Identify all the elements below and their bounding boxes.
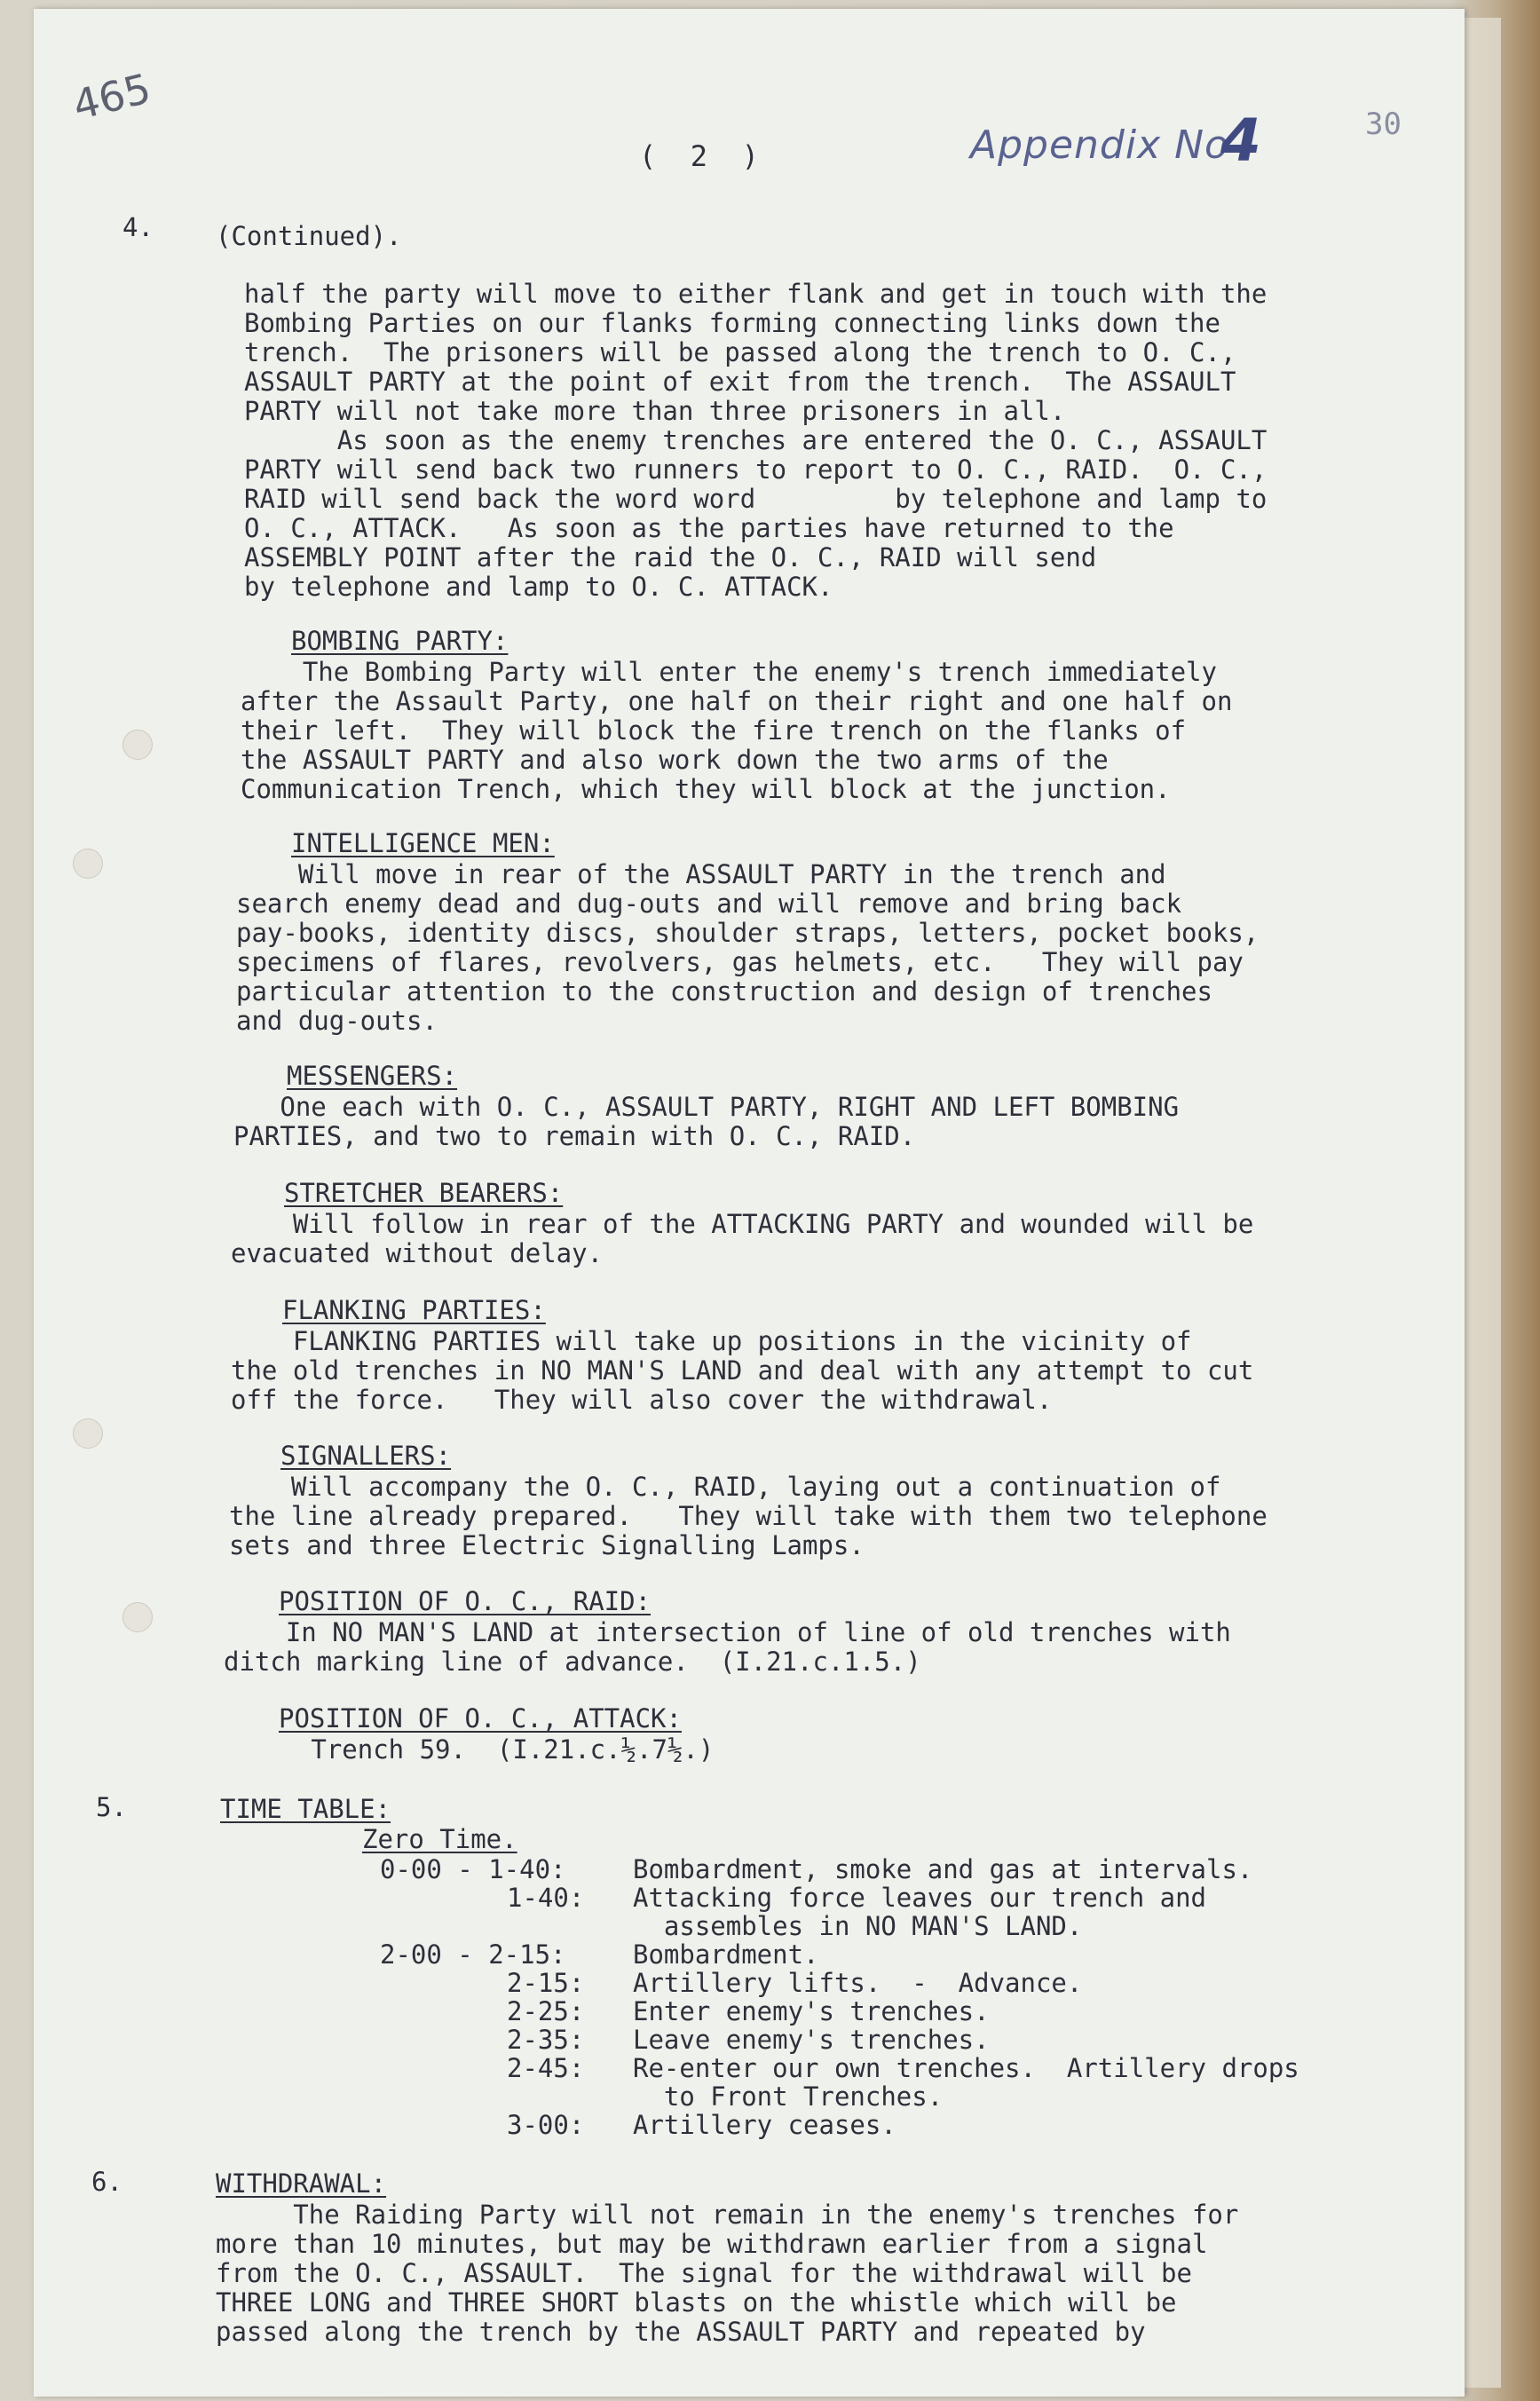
text-line: by telephone and lamp to O. C. ATTACK. <box>244 572 833 602</box>
section-number: 6. <box>91 2167 122 2197</box>
text-line: trench. The prisoners will be passed along the trench to O. C., <box>244 337 1236 367</box>
section-number: 5. <box>96 1792 127 1822</box>
appendix-stamp-extra: 30 <box>1365 107 1402 142</box>
text-line: ditch marking line of advance. (I.21.c.1.5.) <box>224 1647 921 1677</box>
page-number: ( 2 ) <box>639 139 759 173</box>
time-cell: 3-00: <box>507 2110 585 2140</box>
text-line: specimens of flares, revolvers, gas helmets, etc. They will pay <box>236 947 1244 977</box>
heading-withdrawal: WITHDRAWAL: <box>216 2168 387 2199</box>
punch-hole <box>122 1602 153 1632</box>
appendix-stamp-number: 4 <box>1220 107 1261 175</box>
time-cell: 2-35: <box>507 2025 585 2055</box>
text-line: particular attention to the construction and design of trenches <box>236 976 1212 1007</box>
text-line: sets and three Electric Signalling Lamps. <box>229 1530 865 1560</box>
text-line: Bombing Parties on our flanks forming connecting links down the <box>244 308 1220 338</box>
text-line: off the force. They will also cover the withdrawal. <box>231 1385 1053 1415</box>
event-cell: assembles in NO MAN'S LAND. <box>633 1911 1083 1941</box>
punch-hole <box>122 730 153 760</box>
text-line: Will move in rear of the ASSAULT PARTY in the trench and <box>236 859 1166 889</box>
heading-time-table: TIME TABLE: <box>220 1794 391 1824</box>
text-line: The Raiding Party will not remain in the enemy's trenches for <box>216 2200 1239 2230</box>
zero-time-label: Zero Time. <box>362 1824 517 1854</box>
text-line: Will accompany the O. C., RAID, laying out a continuation of <box>229 1472 1221 1502</box>
text-line: from the O. C., ASSAULT. The signal for the withdrawal will be <box>216 2258 1192 2288</box>
text-line: evacuated without delay. <box>231 1238 604 1268</box>
section-number: 4. <box>122 212 154 242</box>
text-line: ASSAULT PARTY at the point of exit from the trench. The ASSAULT <box>244 367 1236 397</box>
punch-hole <box>73 849 103 879</box>
time-cell: 2-25: <box>507 1996 585 2026</box>
event-cell: to Front Trenches. <box>633 2081 944 2112</box>
event-cell: Artillery lifts. - Advance. <box>633 1968 1083 1998</box>
text-line: Trench 59. (I.21.c.½.7½.) <box>265 1734 715 1765</box>
heading-flanking-parties: FLANKING PARTIES: <box>282 1295 546 1325</box>
text-line: more than 10 minutes, but may be withdrawn earlier from a signal <box>216 2229 1208 2259</box>
punch-hole <box>73 1418 103 1449</box>
text-line: and dug-outs. <box>236 1006 438 1036</box>
event-cell: Enter enemy's trenches. <box>633 1996 990 2026</box>
event-cell: Artillery ceases. <box>633 2110 896 2140</box>
text-line: PARTY will send back two runners to report to O. C., RAID. O. C., <box>244 454 1268 485</box>
text-line: search enemy dead and dug-outs and will remove and bring back <box>236 889 1182 919</box>
appendix-stamp-label: Appendix No <box>970 122 1229 168</box>
time-cell: 1-40: <box>507 1883 585 1913</box>
text-line: Will follow in rear of the ATTACKING PARTY and wounded will be <box>231 1209 1254 1239</box>
section-title: (Continued). <box>216 221 402 251</box>
text-line: THREE LONG and THREE SHORT blasts on the whistle which will be <box>216 2287 1177 2318</box>
text-line: As soon as the enemy trenches are entered the O. C., ASSAULT <box>244 425 1268 455</box>
text-line: the ASSAULT PARTY and also work down the two arms of the <box>241 745 1109 775</box>
time-cell: 0-00 - 1-40: <box>380 1854 566 1884</box>
event-cell: Leave enemy's trenches. <box>633 2025 990 2055</box>
text-line: Communication Trench, which they will block at the junction. <box>241 774 1171 804</box>
document-page <box>34 9 1465 2397</box>
heading-signallers: SIGNALLERS: <box>280 1441 452 1471</box>
event-cell: Bombardment. <box>633 1939 819 1970</box>
heading-bombing-party: BOMBING PARTY: <box>291 626 509 656</box>
pencil-folio-number: 465 <box>67 64 156 130</box>
event-cell: Bombardment, smoke and gas at intervals. <box>633 1854 1253 1884</box>
heading-position-oc-attack: POSITION OF O. C., ATTACK: <box>279 1703 682 1734</box>
heading-intelligence-men: INTELLIGENCE MEN: <box>291 828 555 858</box>
text-line: passed along the trench by the ASSAULT PARTY and repeated by <box>216 2317 1146 2347</box>
text-line: pay-books, identity discs, shoulder straps, letters, pocket books, <box>236 918 1260 948</box>
text-line: half the party will move to either flank and get in touch with the <box>244 279 1268 309</box>
text-line: In NO MAN'S LAND at intersection of line of old trenches with <box>224 1617 1231 1647</box>
text-line: after the Assault Party, one half on their right and one half on <box>241 686 1233 716</box>
text-line: FLANKING PARTIES will take up positions in the vicinity of <box>231 1326 1192 1356</box>
time-cell: 2-15: <box>507 1968 585 1998</box>
text-line: O. C., ATTACK. As soon as the parties have returned to the <box>244 513 1174 543</box>
text-line: PARTIES, and two to remain with O. C., RAID. <box>233 1121 916 1151</box>
text-line: the old trenches in NO MAN'S LAND and deal with any attempt to cut <box>231 1355 1254 1386</box>
heading-stretcher-bearers: STRETCHER BEARERS: <box>284 1178 564 1208</box>
event-cell: Re-enter our own trenches. Artillery drops <box>633 2053 1299 2083</box>
text-line: their left. They will block the fire trench on the flanks of <box>241 715 1187 746</box>
heading-messengers: MESSENGERS: <box>287 1061 458 1091</box>
time-cell: 2-00 - 2-15: <box>380 1939 566 1970</box>
text-line: RAID will send back the word word by telephone and lamp to <box>244 484 1268 514</box>
event-cell: Attacking force leaves our trench and <box>633 1883 1207 1913</box>
text-line: PARTY will not take more than three prisoners in all. <box>244 396 1066 426</box>
text-line: One each with O. C., ASSAULT PARTY, RIGHT AND LEFT BOMBING <box>233 1092 1180 1122</box>
text-line: ASSEMBLY POINT after the raid the O. C., RAID will send <box>244 542 1097 573</box>
text-line: The Bombing Party will enter the enemy's trench immediately <box>241 657 1217 687</box>
heading-position-oc-raid: POSITION OF O. C., RAID: <box>279 1586 652 1616</box>
time-cell: 2-45: <box>507 2053 585 2083</box>
text-line: the line already prepared. They will take with them two telephone <box>229 1501 1268 1531</box>
